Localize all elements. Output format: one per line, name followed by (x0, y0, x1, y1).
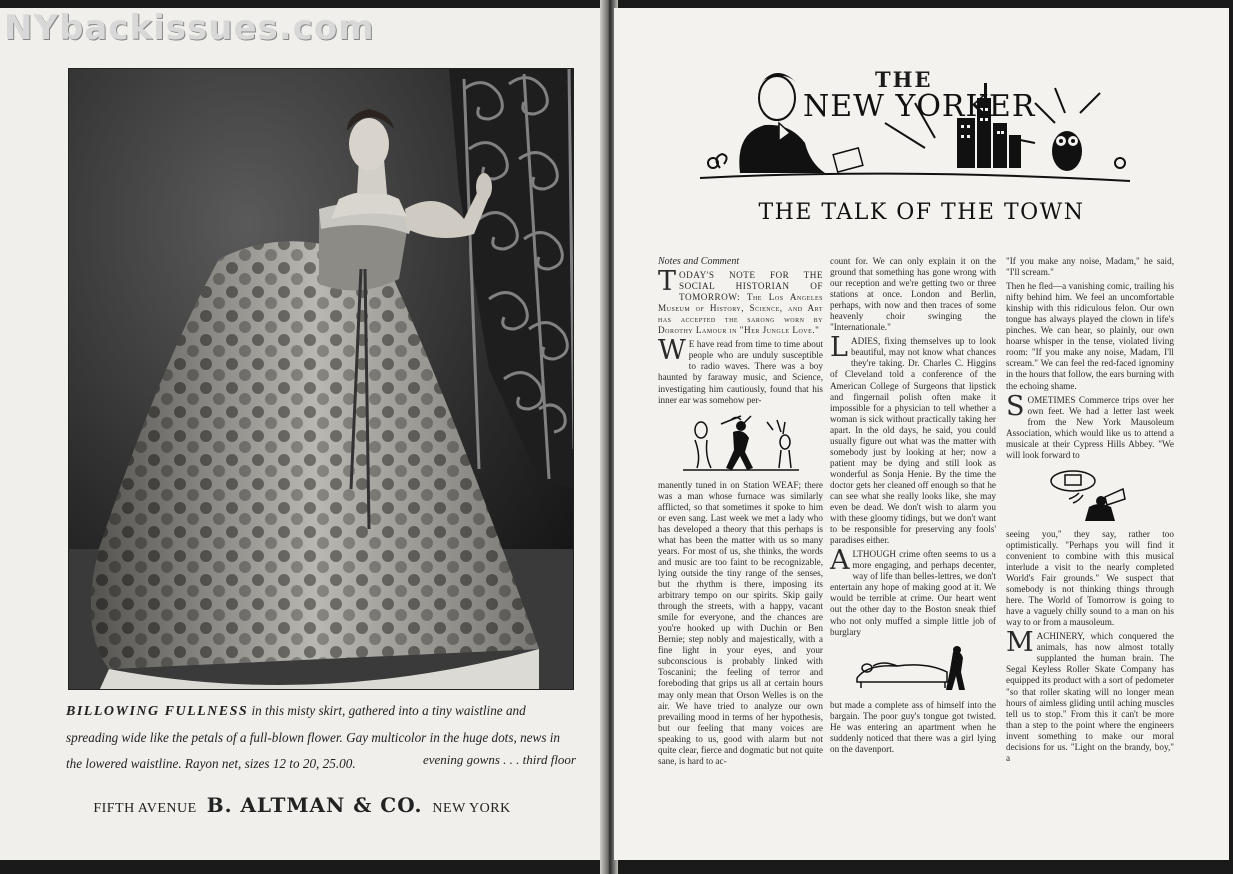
masthead (695, 63, 1131, 188)
paragraph (830, 332, 996, 546)
paragraph-text: count for. We can only explain it on the ground that something has gone wrong with our reception and we're getting two or three stations at once. London and Berlin, perhaps, with now and then traces of some heavenly choir swinging the "Internationale." (830, 256, 996, 333)
paragraph-text: manently tuned in on Station WEAF; there was a man whose furnace was similarly afflicted, so that sometimes it spoke to him or even sang. Last week we met a lady who has developed a theory that this perhaps is what has been the matter with us so many years. For most of us, she thinks, the words and music are too faint to be recognizable, lying outside the tiny range of the senses, but the rhythm is there, imposing its arbitrary tempo on our spirits. Skip gaily through the streets, with a happy, vacant smile for everyone, and the chances are you're hooked up with Duchin or Ben Bernie; step nobly and majestically, with a fine light in your eyes, and your subconscious is probably linked with Toscanini; the feeling of terror and foreboding that grips us all at certain hours may only mean that Orson Welles is on the air. We have tried to analyze our own prevailing mood in terms of her hypothesis, but our feeling that many voices are speaking to us, good with alarm but not quite clear, fierce and dogmatic but not quite sane, is hard to ac- (658, 479, 823, 766)
paragraph-text: ACHINERY, which conquered the animals, has now almost totally supplanted the human brain. The Segal Keyless Roller Skate Company has equipped its product with a sort of pedometer "so that roller skating will no longer mean hours of aimless gliding until aching muscles tell us to stop." From this it can't be more than a step to the point where the engineers invent something to make our moral decisions for us. "Light on the brandy, boy," a (1006, 631, 1174, 763)
paragraph (1006, 529, 1174, 628)
dropcap: S (1006, 390, 1025, 422)
gown-photo (68, 68, 574, 690)
paragraph-text: seeing you," they say, rather too optimistically. "Perhaps you will find it convenient to combine with this musical interlude a visit to the nearly completed World's Fair grounds." We suspect that somebody is not thinking things through here. The World of Tomorrow is going to have a vaguely chilly sound to a man on his way to or from a mausoleum. (1006, 528, 1174, 628)
paragraph-text: ODAY'S NOTE FOR THE SOCIAL HISTORIAN OF TOMORROW: The Los Angeles Museum of History, Science, and Art has accepted the sarong worn by Dorothy Lamour in "Her Jungle Love." (658, 270, 823, 336)
ad-caption-lead: BILLOWING FULLNESS (66, 704, 249, 719)
paragraph (1006, 281, 1174, 391)
section-title: THE TALK OF THE TOWN (758, 200, 1085, 225)
cartoon-radio-illustration (681, 412, 801, 474)
dropcap: W (658, 335, 686, 367)
paragraph (830, 256, 996, 333)
masthead-title: NEW YORKER (803, 89, 1036, 124)
text-column-3 (1006, 256, 1174, 767)
dropcap: L (830, 332, 848, 364)
left-page-advertisement (0, 8, 604, 860)
paragraph (830, 545, 996, 637)
dropcap: M (1006, 627, 1034, 659)
paragraph (1006, 256, 1174, 278)
right-page-talk-of-the-town (614, 8, 1229, 860)
ad-footer-right: NEW YORK (432, 801, 511, 816)
ad-department: evening gowns . . . third floor (423, 752, 576, 767)
ad-brand: B. ALTMAN & CO. (206, 793, 423, 817)
text-column-2 (830, 256, 996, 758)
cartoon-burglar-illustration (853, 644, 973, 694)
paragraph-text: but made a complete ass of himself into the bargain. The poor guy's tongue got twisted. He was entering an apartment when he suddenly noticed that there was a girl lying on the davenport. (830, 699, 996, 754)
masthead-the: THE (875, 67, 933, 92)
notes-and-comment-heading: Notes and Comment (658, 256, 740, 267)
cartoon-mausoleum-illustration (1045, 467, 1135, 523)
paragraph (658, 480, 823, 767)
paragraph-text: ADIES, fixing themselves up to look beautiful, may not know what chances they're taking. Dr. Charles C. Higgins of Cleveland told a conference of the American College of Surgeons that lipstick and fingernail polish often make it impossible for a physician to tell whether a woman is sick without practically taking her apart. In the old days, he said, you could usually figure out what was the matter with somebody just by looking at her; now a patient may be dying and still look as wonderful as Sonja Henie. By the time the doctor gets her cleaned off enough so that he can see what she really looks like, she may even be dead. We don't wish to alarm you with these gloomy tidings, but we don't want to be responsible for preserving any fools' paradises either. (830, 336, 996, 546)
paragraph-text: "If you make any noise, Madam," he said, "I'll scream." (1006, 256, 1174, 278)
paragraph-text: E have read from time to time about people who are unduly susceptible to radio waves. There was a boy haunted by faraway music, and Science, investigating him cautiously, found that his inner ear was somehow per- (658, 339, 823, 405)
paragraph (830, 700, 996, 755)
paragraph (1006, 390, 1174, 461)
text-column-1 (658, 256, 823, 770)
paragraph-text: LTHOUGH crime often seems to us a more engaging, and perhaps decenter, way of life than belles-lettres, we don't entertain any hope of making good at it. We would be terrible at crime. Our heart went out the other day to the Boston sneak thief who not only muffed a simple little job of burglary (830, 549, 996, 637)
watermark: NYbackissues.com (4, 8, 375, 48)
ad-caption-body: in this misty skirt, gathered into a tiny waistline and spreading wide like the petals of a full-blown flower. Gay multicolor in the huge dots, news in the lowered waistline. Rayon net, sizes 12 to 20, 25.00. (66, 703, 561, 771)
paragraph (658, 266, 823, 336)
paragraph-text: OMETIMES Commerce trips over her own feet. We had a letter last week from the New York Mausoleum Association, which would like us to attend a musicale at their Cypress Hills Abbey. "We will look forward to (1006, 394, 1174, 460)
dropcap: A (830, 545, 850, 577)
ad-footer (0, 793, 604, 817)
paragraph-text: Then he fled—a vanishing comic, trailing his nifty behind him. We feel an uncomfortable kinship with this ridiculous felon. Our own tongue has always played the clown in life's pinches. We can hear, so plainly, our own hoarse whisper in the tense, violated living room: "If you make any noise, Madam, I'll scream." We can feel the red-faced ignominy in the hours that follow, the ears burning with the echoing shame. (1006, 281, 1174, 391)
paragraph (1006, 627, 1174, 764)
paragraph (658, 335, 823, 405)
dropcap: T (658, 266, 677, 298)
ad-footer-left: FIFTH AVENUE (93, 801, 197, 816)
